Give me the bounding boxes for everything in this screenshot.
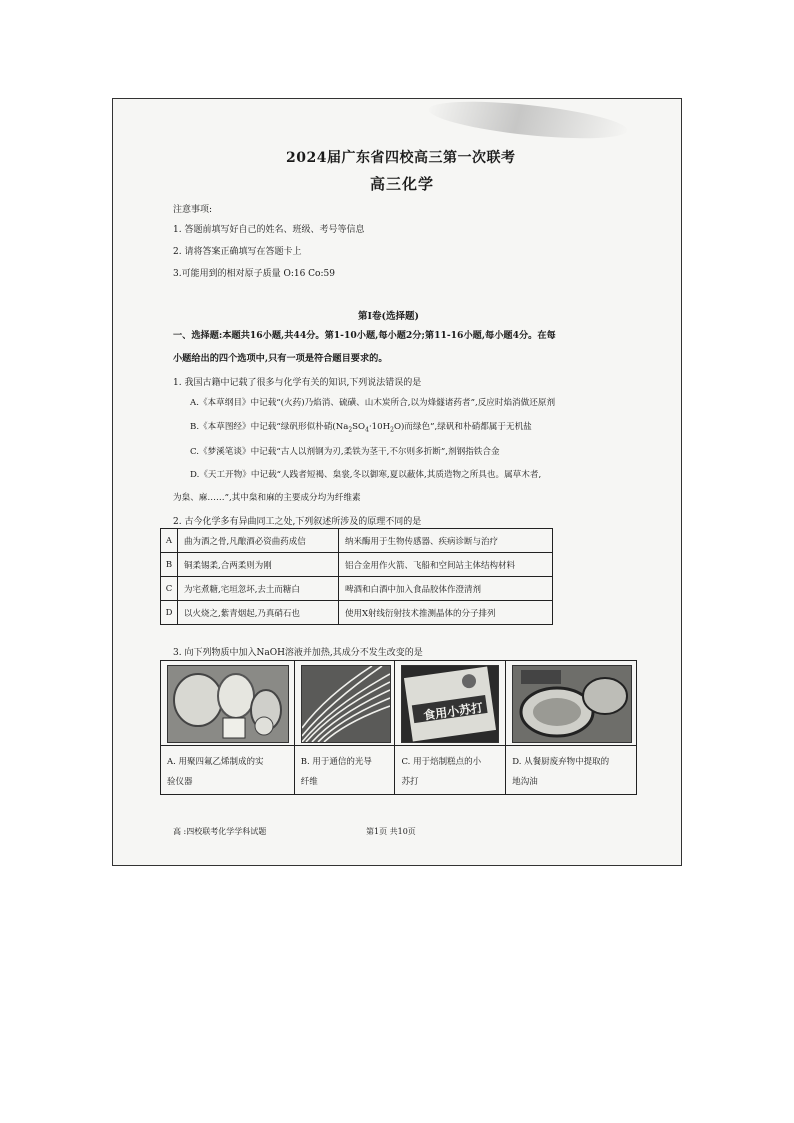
- q2-table: [160, 528, 553, 625]
- notice-item-1: 1. 答题前填写好自己的姓名、班级、考号等信息: [173, 225, 365, 235]
- q2-row-key: A: [161, 529, 178, 553]
- q2-row-ancient: 以火烧之,紫青烟起,乃真硝石也: [178, 601, 339, 625]
- footer-exam-name: 高 :四校联考化学学科试题: [173, 827, 267, 836]
- optical-fiber-photo: [295, 661, 395, 745]
- table-row: [161, 553, 553, 577]
- footer-page-number: 第1页 共10页: [366, 827, 416, 836]
- ptfe-labware-photo: [161, 661, 294, 745]
- q3-table: [160, 660, 637, 795]
- section-intro-line-1: 一、选择题:本题共16小题,共44分。第1-10小题,每小题2分;第11-16小题,每小题4分。在每: [173, 330, 556, 341]
- notice-heading: 注意事项:: [173, 205, 213, 215]
- baking-soda-package-photo: [395, 661, 505, 745]
- q2-row-key: D: [161, 601, 178, 625]
- q3-option-c: C. 用于焙制糕点的小 苏打: [401, 757, 482, 787]
- q2-row-ancient: 曲为酒之骨,凡酿酒必资曲药成信: [178, 529, 339, 553]
- table-row: [161, 529, 553, 553]
- table-row: [161, 577, 553, 601]
- q1-option-d-line-1: D.《天工开物》中记载“人践者短褐、枲裳,冬以御寒,夏以蔽体,其质造物之所具也。属草木者,: [190, 470, 542, 480]
- section-intro-line-2: 小题给出的四个选项中,只有一项是符合题目要求的。: [173, 353, 388, 364]
- section-title: 第I卷(选择题): [358, 311, 419, 322]
- q1-option-a: A.《本草纲目》中记载“(火药)乃焰消、硫磺、山木炭所合,以为烽燧诸药者”,反应时焰消做还原剂: [190, 398, 556, 408]
- notice-item-2: 2. 请将答案正确填写在答题卡上: [173, 247, 302, 257]
- q3-option-a: A. 用聚四氟乙烯制成的实 验仪器: [167, 757, 264, 787]
- table-row: [161, 601, 553, 625]
- q1-option-b: B.《本草图经》中记载“绿矾形似朴硝$(Na_2SO_4\cdot 10H_2O)$而绿色”,绿矾和朴硝都属于无机盐: [190, 422, 532, 434]
- q1-stem: 1. 我国古籍中记载了很多与化学有关的知识,下列说法错误的是: [173, 378, 422, 388]
- q2-row-modern: 使用X射线衍射技术推测晶体的分子排列: [339, 601, 553, 625]
- q2-row-ancient: 为宅煮糖,宅垣忽坏,去土而糖白: [178, 577, 339, 601]
- q1-option-c: C.《梦溪笔谈》中记载“古人以剂钢为刃,柔铁为茎干,不尔则多折断”,剂钢指铁合金: [190, 447, 500, 457]
- notice-item-3: 3.可能用到的相对原子质量 O:16 Co:59: [173, 269, 335, 279]
- q2-row-key: B: [161, 553, 178, 577]
- gutter-oil-photo: [506, 661, 636, 745]
- scan-smudge: [427, 95, 629, 146]
- q2-stem: 2. 古今化学多有异曲同工之处,下列叙述所涉及的原理不同的是: [173, 517, 422, 527]
- q3-stem: 3. 向下列物质中加入NaOH溶液并加热,其成分不发生改变的是: [173, 648, 423, 658]
- q3-option-b: B. 用于通信的光导 纤维: [300, 757, 372, 787]
- q2-row-modern: 啤酒和白酒中加入食品胶体作澄清剂: [339, 577, 553, 601]
- exam-title: 2024届广东省四校高三第一次联考: [286, 150, 516, 166]
- q2-row-ancient: 铜柔锡柔,合两柔则为刚: [178, 553, 339, 577]
- q3-option-d: D. 从餐厨废弃物中提取的 地沟油: [512, 757, 610, 787]
- q1-option-d-line-2: 为枲、麻……”,其中枲和麻的主要成分均为纤维素: [173, 493, 361, 503]
- subject-title: 高三化学: [370, 175, 435, 193]
- package-label: 食用小苏打: [422, 700, 485, 723]
- q2-row-modern: 铝合金用作火箭、飞船和空间站主体结构材料: [339, 553, 553, 577]
- q2-row-modern: 纳米酶用于生物传感器、疾病诊断与治疗: [339, 529, 553, 553]
- q2-row-key: C: [161, 577, 178, 601]
